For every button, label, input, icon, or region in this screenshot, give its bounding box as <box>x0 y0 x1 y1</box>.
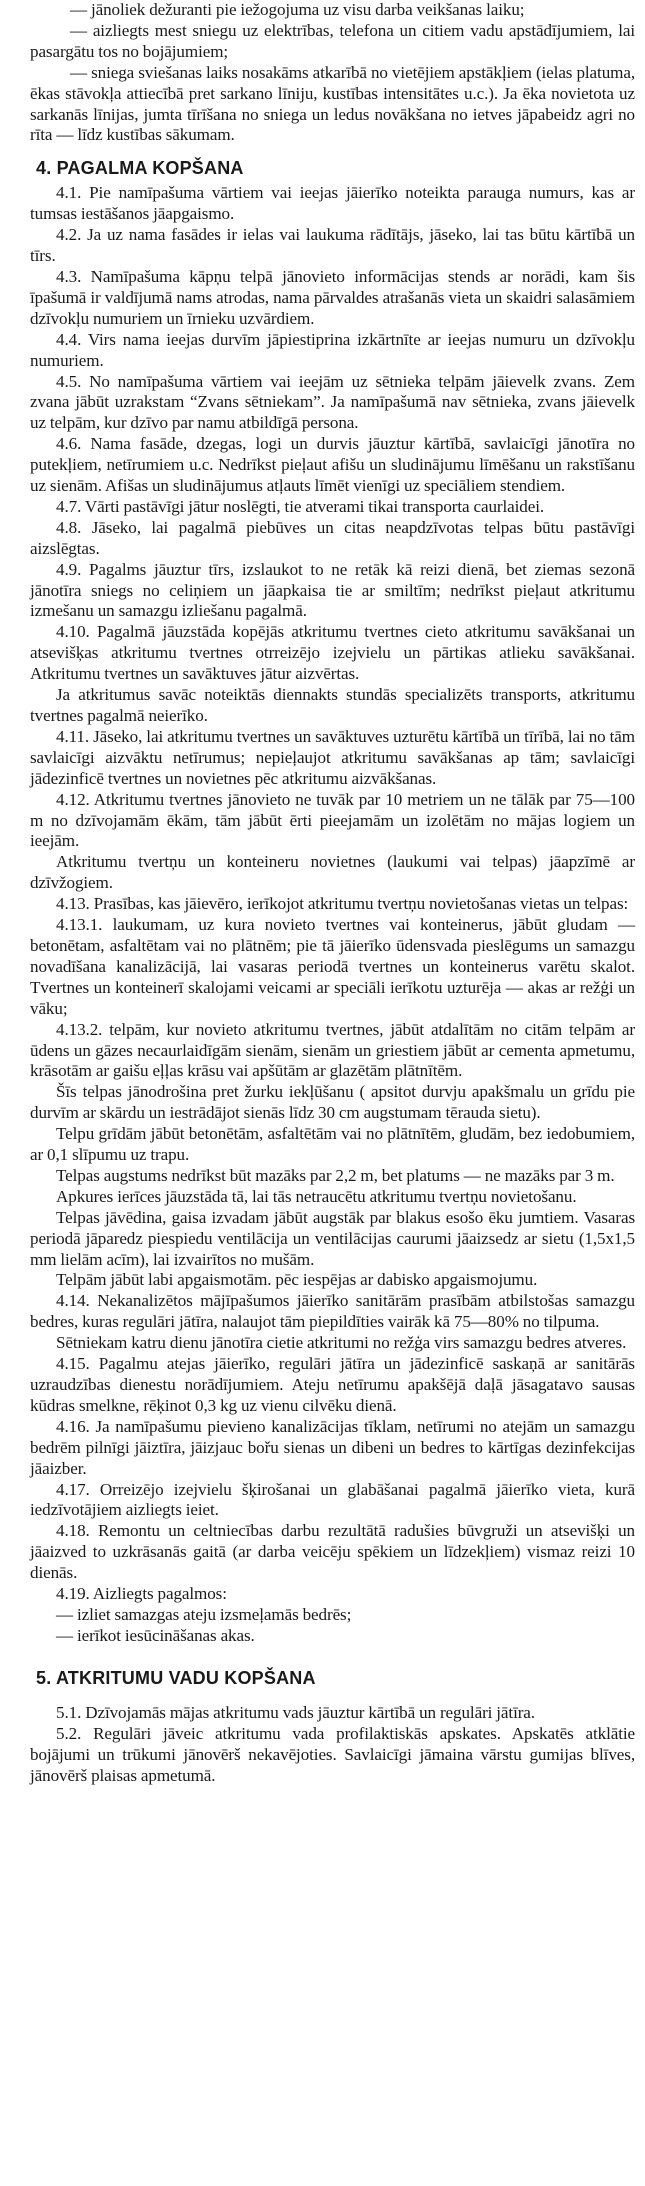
clause-4-14: 4.14. Nekanalizētos mājīpašumos jāierīko sanitārām prasībām atbilstošas samazgu bedres, kuras regulāri jātīra, nalaujot tām piepildīties vairāk kā 75—80% no tilpuma. <box>30 1291 635 1332</box>
clause-4-13-2-heating: Apkures ierīces jāuzstāda tā, lai tās netraucētu atkritumu tvertņu novietošanu. <box>56 1186 577 1206</box>
clause-4-7: 4.7. Vārti pastāvīgi jātur noslēgti, tie atverami tikai transporta caurlaidei. <box>56 496 545 516</box>
clause-4-10: 4.10. Pagalmā jāuzstāda kopējās atkritumu tvertnes cieto atkritumu savākšanai un atsevišķas atkritumu tvertnes otrreizējo izejvielu un pārtikas atlieku savākšanai. Atkritumu tvertnes un savāktuves jātur aizvērtas. <box>30 622 635 684</box>
intro-block <box>30 0 635 146</box>
section-heading-atkritumu-vadu-kopsana: 5. ATKRITUMU VADU KOPŠANA <box>36 1667 316 1688</box>
clause-4-4: 4.4. Virs nama ieejas durvīm jāpiestiprina izkārtnīte ar ieejas numuru un dzīvokļu numuriem. <box>30 329 635 370</box>
clause-4-13: 4.13. Prasības, kas jāievēro, ierīkojot atkritumu tvertņu novietošanas vietas un telpas: <box>56 894 629 914</box>
clause-4-16: 4.16. Ja namīpašumu pievieno kanalizācijas tīklam, netīrumi no atejām un samazgu bedrēm pilnīgi jāiztīra, jāizjauc bořu sienas un dibeni un bedres to kārtīgas dezinfekcijas jāaizber. <box>30 1416 635 1478</box>
clause-4-13-2-height: Telpas augstums nedrīkst būt mazāks par 2,2 m, bet platums — ne mazāks par 3 m. <box>56 1165 615 1185</box>
clause-4-9: 4.9. Pagalms jāuztur tīrs, izslaukot to ne retāk kā reizi dienā, bet ziemas sezonā jānotīra sniegs no celiņiem un jāapkaisa tie ar smiltīm; nedrīkst pieļaut atkritumu izmešanu un samazgu izliešanu pagalmā. <box>30 559 635 621</box>
clause-4-13-2-ventilation: Telpas jāvēdina, gaisa izvadam jābūt augstāk par blakus esošo ēku jumtiem. Vasaras periodā jāparedz piespiedu ventilācija un ventilācijas caurumi jāaizsedz ar sietu (1,5x1,5 mm lielām acīm), lai izvairītos no mušām. <box>30 1207 635 1269</box>
intro-line-sniegs-vadi: — aizliegts mest sniegu uz elektrības, telefona un citiem vadu apstādījumiem, lai pasargātu tos no bojājumiem; <box>30 20 635 61</box>
clause-4-2: 4.2. Ja uz nama fasādes ir ielas vai laukuma rādītājs, jāseko, lai tas būtu kārtībā un tīrs. <box>30 225 635 266</box>
clause-4-17: 4.17. Orreizējo izejvielu šķirošanai un glabāšanai pagalmā jāierīko vieta, kurā iedzīvotājiem aizliegts ieiet. <box>30 1479 635 1520</box>
section-4-body <box>30 183 635 1646</box>
clause-5-1: 5.1. Dzīvojamās mājas atkritumu vads jāuztur kārtībā un regulāri jātīra. <box>56 1702 535 1722</box>
section-5-body <box>30 1703 635 1787</box>
clause-4-1: 4.1. Pie namīpašuma vārtiem vai ieejas jāierīko noteikta parauga numurs, kas ar tumsas iestāšanos jāapgaismo. <box>30 183 635 224</box>
clause-4-11: 4.11. Jāseko, lai atkritumu tvertnes un savāktuves uzturētu kārtībā un tīrībā, lai no tām savlaicīgi aizvāktu netīrumus; nepieļaujot atkritumu savākšanas ap tām; savlaicīgi jādezinficē tvertnes un novietnes pēc atkritumu aizvākšanas. <box>30 726 635 788</box>
clause-4-14-note: Sētniekam katru dienu jānotīra cietie atkritumi no režģa virs samazgu bedres atveres. <box>56 1333 627 1353</box>
intro-line-sviesanas-laiks: — sniega sviešanas laiks nosakāms atkarībā no vietējiem apstākļiem (ielas platuma, ēkas stāvokļa attiecībā pret sarkano līniju, kustības intensitātes u.c.). Ja ēka novietota uz sarkanās līnijas, jumta tīrīšana no sniega un ledus novākšana no ietves jāpabeidz agri no rīta — līdz kustības sākumam. <box>30 62 635 145</box>
clause-4-5: 4.5. No namīpašuma vārtiem vai ieejām uz sētnieka telpām jāievelk zvans. Zem zvana jābūt uzrakstam “Zvans sētniekam”. Ja namīpašumā nav sētnieka, zvans jāievelk uz telpām, kur dzīvo par namu atbildīgā persona. <box>30 371 635 433</box>
clause-4-13-2-floor: Telpu grīdām jābūt betonētām, asfaltētām vai no plātnītēm, gludām, bez iedobumiem, ar 0,1 slīpumu uz trapu. <box>30 1124 635 1165</box>
clause-4-3: 4.3. Namīpašuma kāpņu telpā jānovieto informācijas stends ar norādi, kam šis īpašumā ir valdījumā nams atrodas, nama pārvaldes atrašanās vieta un skaidri salasāmiem dzīvokļu numuriem un īrnieku uzvārdiem. <box>30 266 635 328</box>
clause-4-13-2-lighting: Telpām jābūt labi apgaismotām. pēc iespējas ar dabisko apgaismojumu. <box>56 1270 538 1290</box>
clause-4-15: 4.15. Pagalmu atejas jāierīko, regulāri jātīra un jādezinficē saskaņā ar sanitārās uzraudzības dienestu norādījumiem. Ateju netīrumu apakšējā daļā jāsagatavo sausas kūdras smelkne, rēķinot 0,3 kg uz vienu cilvēku dienā. <box>30 1354 635 1415</box>
clause-4-6: 4.6. Nama fasāde, dzegas, logi un durvis jāuztur kārtībā, savlaicīgi jānotīra no putekļiem, netīrumiem u.c. Nedrīkst pieļaut afišu un sludinājumu līmēšanu un rakstīšanu uz sienām. Afišas un sludinājumus atļauts līmēt vienīgi uz speciāliem stendiem. <box>30 434 635 496</box>
clause-4-10-note: Ja atkritumus savāc noteiktās diennakts stundās specializēts transports, atkritumu tvertnes pagalmā neierīko. <box>30 685 635 725</box>
clause-4-18: 4.18. Remontu un celtniecības darbu rezultātā radušies būvgruži un atsevišķi un jāaizved to uzkrāsanās gaitā (ar darba veicēju spēkiem un līdzekļiem) vismaz reizi 10 dienās. <box>30 1521 635 1583</box>
clause-4-13-1: 4.13.1. laukumam, uz kura novieto tvertnes vai konteinerus, jābūt gludam — betonētam, asfaltētam vai no plātnēm; pie tā jāierīko ūdensvada pieslēgums un samazgu novadīšana kanalizācijā, lai vasaras periodā tvertnes un konteinerus varētu skalot. Tvertnes un konteinerī skalojami veicami ar speciāli ierīkotu uzturēja — akas ar režģi un vāku; <box>30 915 635 1018</box>
clause-4-19-item-1: — izliet samazgas ateju izsmeļamās bedrēs; <box>56 1604 352 1624</box>
clause-4-13-2-rats: Šīs telpas jānodrošina pret žurku iekļūšanu ( apsitot durvju apakšmalu un grīdu pie durvīm ar skārdu un iestrādājot sienās līdz 30 cm augstumam tērauda sietu). <box>30 1082 635 1123</box>
clause-4-13-2: 4.13.2. telpām, kur novieto atkritumu tvertnes, jābūt atdalītām no citām telpām ar ūdens un gāzes necaurlaidīgām sienām, sienām un griestiem jābūt ar cementa apmetumu, krāsotām ar gaišu eļļas krāsu vai apšūtām ar glazētām plātnītēm. <box>30 1019 635 1081</box>
clause-4-12-note: Atkritumu tvertņu un konteineru novietnes (laukumi vai telpas) jāapzīmē ar dzīvžogiem. <box>30 852 635 893</box>
section-heading-pagalma-kopsana: 4. PAGALMA KOPŠANA <box>36 158 244 179</box>
clause-5-2: 5.2. Regulāri jāveic atkritumu vada profilaktiskās apskates. Apskatēs atklātie bojājumi un trūkumi jānovērš nekavējoties. Savlaicīgi jāmaina vārstu gumijas blīves, jānovērš plaisas apmetumā. <box>30 1723 635 1785</box>
clause-4-8: 4.8. Jāseko, lai pagalmā piebūves un citas neapdzīvotas telpas būtu pastāvīgi aizslēgtas. <box>30 517 635 558</box>
clause-4-19-item-2: — ierīkot iesūcināšanas akas. <box>56 1625 255 1645</box>
intro-line-dezuranti: — jānoliek dežuranti pie iežogojuma uz visu darba veikšanas laiku; <box>70 0 525 19</box>
clause-4-12: 4.12. Atkritumu tvertnes jānovieto ne tuvāk par 10 metriem un ne tālāk par 75—100 m no dzīvojamām ēkām, tām jābūt ērti pieejamām un izolētām no mājas logiem un ieejām. <box>30 789 635 851</box>
clause-4-19: 4.19. Aizliegts pagalmos: <box>56 1584 227 1604</box>
